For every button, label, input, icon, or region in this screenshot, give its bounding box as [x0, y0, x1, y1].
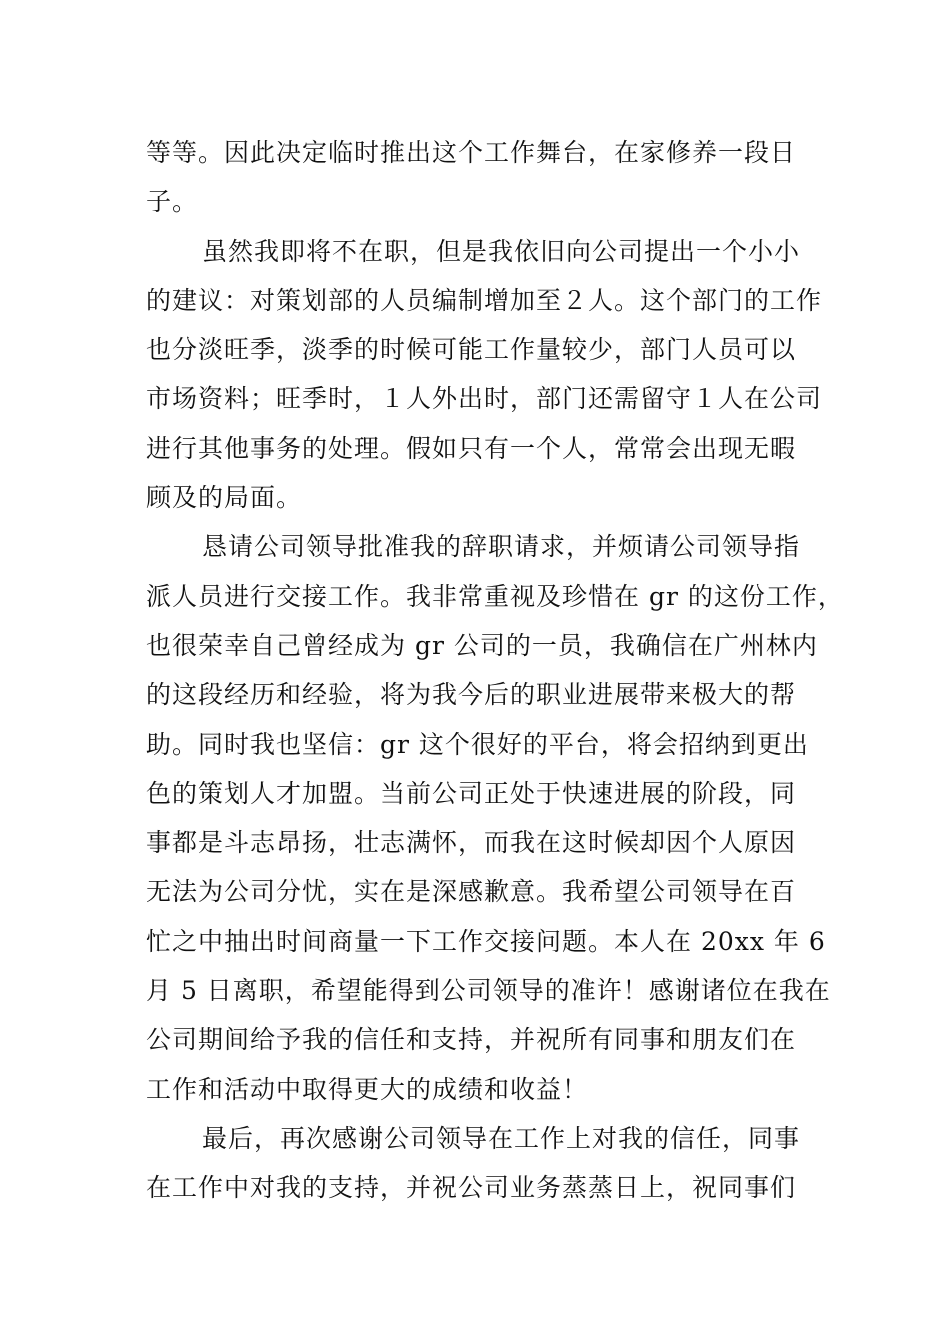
text-line: 色的策划人才加盟。当前公司正处于快速进展的阶段，同	[146, 778, 797, 808]
text-line: 也很荣幸自己曾经成为 gr 公司的一员，我确信在广州林内	[146, 630, 818, 660]
paragraph-3	[146, 522, 844, 1114]
text-line: 派人员进行交接工作。我非常重视及珍惜在 gr 的这份工作，	[146, 581, 844, 611]
text-line: 虽然我即将不在职，但是我依旧向公司提出一个小小	[202, 236, 801, 266]
text-line: 月 5 日离职，希望能得到公司领导的准许！感谢诸位在我在	[146, 976, 831, 1006]
text-line: 事都是斗志昂扬，壮志满怀，而我在这时候却因个人原因	[146, 828, 797, 858]
text-line: 顾及的局面。	[146, 483, 303, 513]
text-line: 的建议：对策划部的人员编制增加至２人。这个部门的工作	[146, 285, 823, 315]
text-line: 公司期间给予我的信任和支持，并祝所有同事和朋友们在	[146, 1025, 797, 1055]
paragraph-4	[146, 1114, 811, 1213]
text-line: 最后，再次感谢公司领导在工作上对我的信任，同事	[202, 1123, 801, 1153]
text-line: 也分淡旺季，淡季的时候可能工作量较少，部门人员可以	[146, 335, 797, 365]
text-line: 助。同时我也坚信：gr 这个很好的平台，将会招纳到更出	[146, 729, 809, 759]
document-body	[146, 128, 844, 1213]
text-line: 等等。因此决定临时推出这个工作舞台，在家修养一段日	[146, 138, 797, 167]
text-line: 恳请公司领导批准我的辞职请求，并烦请公司领导指	[202, 532, 801, 562]
text-line: 进行其他事务的处理。假如只有一个人，常常会出现无暇	[146, 433, 797, 463]
paragraph-2	[146, 227, 823, 523]
text-line: 无法为公司分忧，实在是深感歉意。我希望公司领导在百	[146, 877, 797, 907]
text-line: 的这段经历和经验，将为我今后的职业进展带来极大的帮	[146, 680, 797, 710]
text-line: 子。	[146, 187, 199, 217]
text-line: 市场资料；旺季时，１人外出时，部门还需留守１人在公司	[146, 384, 823, 414]
text-line: 在工作中对我的支持，并祝公司业务蒸蒸日上，祝同事们	[146, 1173, 797, 1203]
text-line: 忙之中抽出时间商量一下工作交接问题。本人在 20xx 年 6	[146, 926, 826, 956]
text-line: 工作和活动中取得更大的成绩和收益！	[146, 1074, 589, 1104]
paragraph-1	[146, 128, 811, 227]
